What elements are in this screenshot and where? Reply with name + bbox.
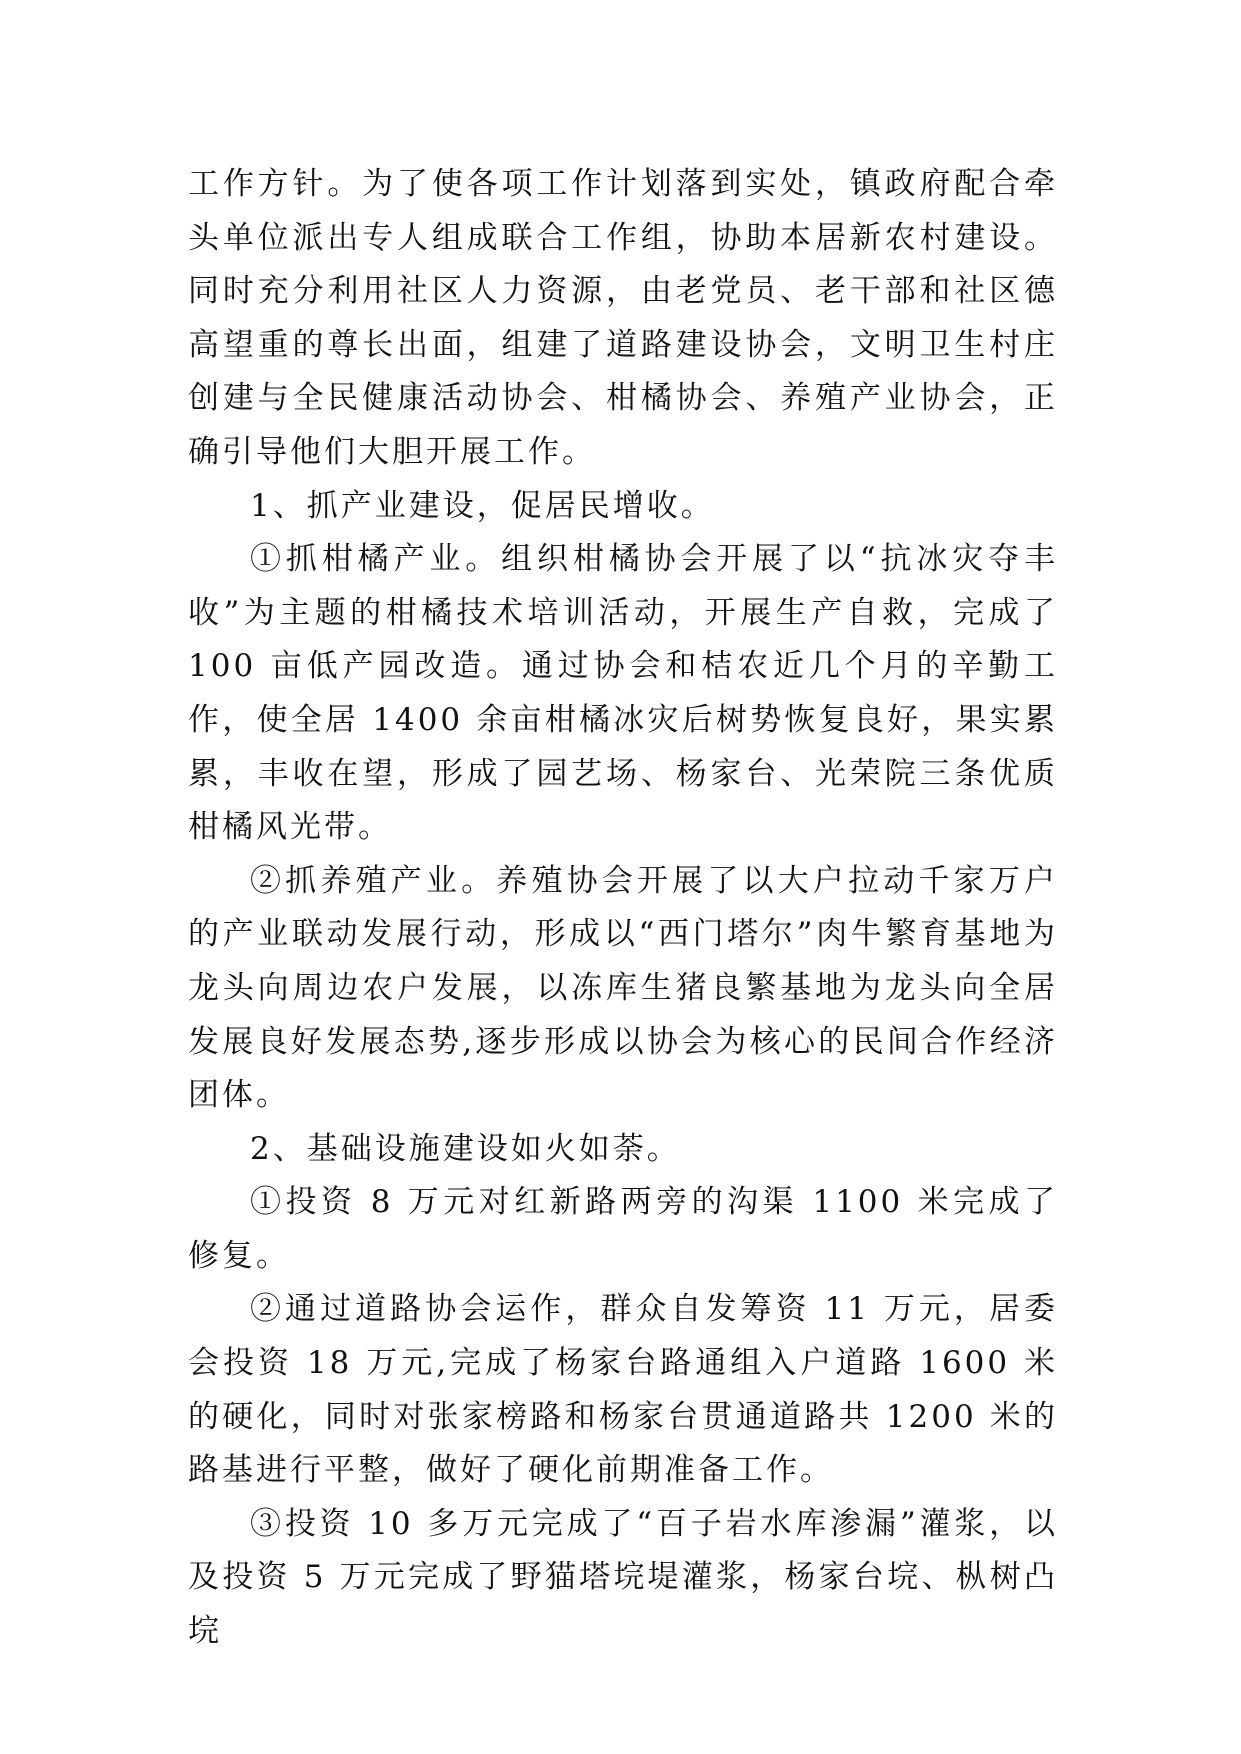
paragraph-citrus-industry: ①抓柑橘产业。组织柑橘协会开展了以“抗冰灾夺丰收”为主题的柑橘技术培训活动，开展生产自救，完成了 100 亩低产园改造。通过协会和桔农近几个月的辛勤工作，使全居 1400 余亩柑橘冰灾后树势恢复良好，果实累累，丰收在望，形成了园艺场、杨家台、光荣院三条优质柑橘风光带。: [188, 541, 1058, 846]
heading-industry-construction: 1、抓产业建设，促居民增收。: [250, 487, 715, 524]
paragraph-road-hardening: ②通过道路协会运作，群众自发筹资 11 万元，居委会投资 18 万元,完成了杨家台路通组入户道路 1600 米的硬化，同时对张家榜路和杨家台贯通道路共 1200 米的路基进行平整，做好了硬化前期准备工作。: [188, 1291, 1058, 1489]
heading-infrastructure: 2、基础设施建设如火如荼。: [250, 1130, 681, 1167]
paragraph-livestock-industry: ②抓养殖产业。养殖协会开展了以大户拉动千家万户的产业联动发展行动，形成以“西门塔尔”肉牛繁育基地为龙头向周边农户发展，以冻库生猪良繁基地为龙头向全居发展良好发展态势,逐步形成以协会为核心的民间合作经济团体。: [188, 862, 1058, 1114]
paragraph-reservoir-grouting: ③投资 10 多万元完成了“百子岩水库渗漏”灌浆，以及投资 5 万元完成了野猫塔垸堤灌浆，杨家台垸、枞树凸垸: [188, 1505, 1058, 1650]
paragraph-work-policy: 工作方针。为了使各项工作计划落到实处，镇政府配合牵头单位派出专人组成联合工作组，协助本居新农村建设。同时充分利用社区人力资源，由老党员、老干部和社区德高望重的尊长出面，组建了道路建设协会，文明卫生村庄创建与全民健康活动协会、柑橘协会、养殖产业协会，正确引导他们大胆开展工作。: [188, 166, 1058, 470]
document-body: [188, 158, 1058, 1659]
paragraph-ditch-repair: ①投资 8 万元对红新路两旁的沟渠 1100 米完成了修复。: [188, 1184, 1058, 1274]
